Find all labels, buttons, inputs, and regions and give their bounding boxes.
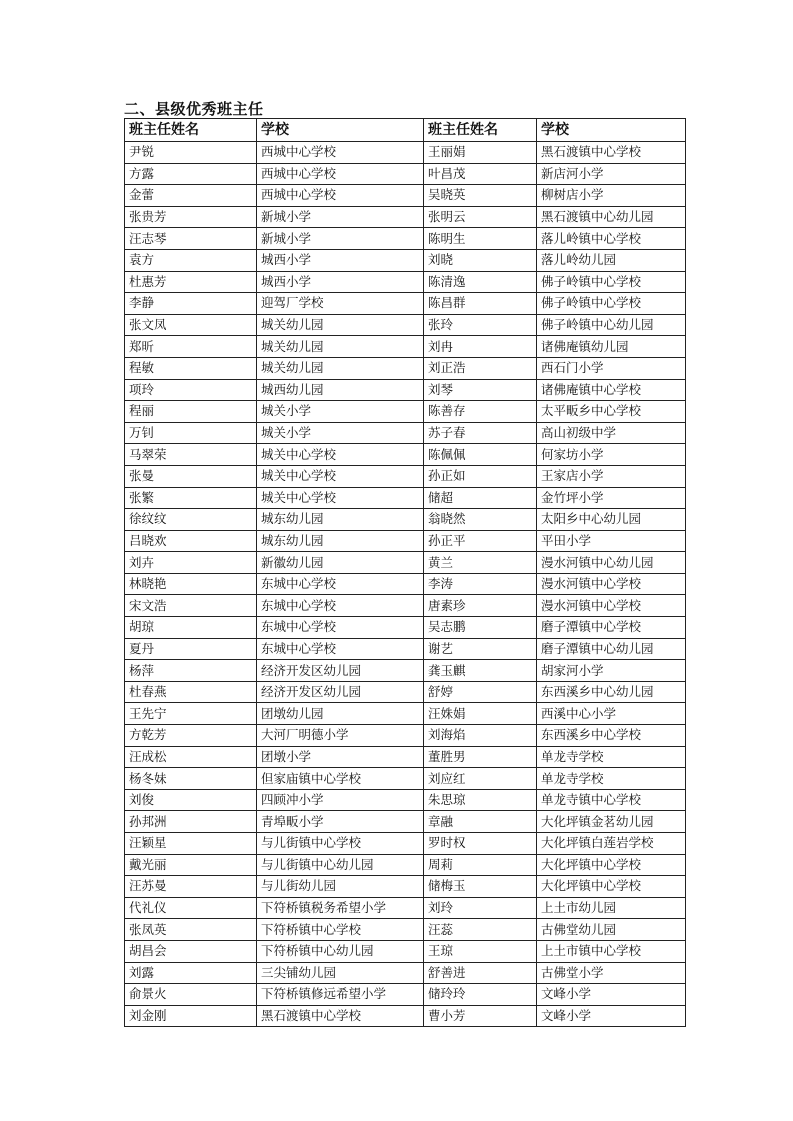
school-left-cell: 迎驾厂学校 — [257, 293, 424, 315]
teacher-name-left-cell: 孙邦洲 — [125, 811, 257, 833]
school-left-cell: 经济开发区幼儿园 — [257, 660, 424, 682]
teacher-name-right-cell: 汪蕊 — [424, 919, 537, 941]
school-right-cell: 诸佛庵镇幼儿园 — [537, 336, 686, 358]
table-row — [125, 595, 686, 617]
table-row — [125, 876, 686, 898]
teacher-name-left-cell: 汪成松 — [125, 746, 257, 768]
teacher-name-right-cell: 张玲 — [424, 314, 537, 336]
school-right-cell: 文峰小学 — [537, 984, 686, 1006]
school-right-cell: 诸佛庵镇中心学校 — [537, 379, 686, 401]
table-row — [125, 185, 686, 207]
school-left-cell: 下符桥镇中心学校 — [257, 919, 424, 941]
school-right-cell: 上土市幼儿园 — [537, 897, 686, 919]
teacher-name-left-cell: 代礼仪 — [125, 897, 257, 919]
teacher-name-left-cell: 金蕾 — [125, 185, 257, 207]
school-right-cell: 上土市镇中心学校 — [537, 940, 686, 962]
section-title: 二、县级优秀班主任 — [124, 100, 264, 118]
table-row — [125, 293, 686, 315]
table-row — [125, 379, 686, 401]
table-row — [125, 314, 686, 336]
school-left-cell: 城关中心学校 — [257, 465, 424, 487]
school-right-cell: 单龙寺镇中心学校 — [537, 789, 686, 811]
school-left-cell: 下符桥镇税务希望小学 — [257, 897, 424, 919]
table-row — [125, 746, 686, 768]
teacher-name-left-cell: 张繁 — [125, 487, 257, 509]
teacher-name-left-cell: 林晓艳 — [125, 573, 257, 595]
school-left-cell: 团墩小学 — [257, 746, 424, 768]
school-right-cell: 东西溪乡中心学校 — [537, 725, 686, 747]
school-right-cell: 文峰小学 — [537, 1005, 686, 1027]
teacher-name-left-cell: 郑昕 — [125, 336, 257, 358]
teacher-name-left-cell: 徐纹纹 — [125, 509, 257, 531]
teacher-name-right-cell: 舒婷 — [424, 681, 537, 703]
teacher-name-right-cell: 孙正如 — [424, 465, 537, 487]
table-row — [125, 357, 686, 379]
school-right-cell: 平田小学 — [537, 530, 686, 552]
school-right-cell: 落儿岭幼儿园 — [537, 249, 686, 271]
table-row — [125, 1005, 686, 1027]
school-right-cell: 磨子潭镇中心学校 — [537, 617, 686, 639]
teacher-name-right-cell: 刘海焰 — [424, 725, 537, 747]
teacher-name-right-cell: 罗时权 — [424, 833, 537, 855]
teacher-name-right-cell: 舒善进 — [424, 962, 537, 984]
school-right-cell: 单龙寺学校 — [537, 768, 686, 790]
school-left-cell: 新徽幼儿园 — [257, 552, 424, 574]
teacher-name-right-cell: 李涛 — [424, 573, 537, 595]
teacher-name-right-cell: 朱思琼 — [424, 789, 537, 811]
school-right-cell: 佛子岭镇中心学校 — [537, 271, 686, 293]
school-right-cell: 何家坊小学 — [537, 444, 686, 466]
teacher-name-right-cell: 王丽娟 — [424, 142, 537, 164]
teacher-name-right-cell: 周莉 — [424, 854, 537, 876]
school-left-cell: 经济开发区幼儿园 — [257, 681, 424, 703]
school-left-cell: 城关中心学校 — [257, 487, 424, 509]
table-row — [125, 660, 686, 682]
school-left-cell: 城西小学 — [257, 271, 424, 293]
teacher-name-left-cell: 汪颖星 — [125, 833, 257, 855]
table-row — [125, 833, 686, 855]
teacher-name-left-cell: 汪苏曼 — [125, 876, 257, 898]
teacher-name-right-cell: 刘正浩 — [424, 357, 537, 379]
school-right-cell: 太阳乡中心幼儿园 — [537, 509, 686, 531]
table-row — [125, 789, 686, 811]
table-row — [125, 509, 686, 531]
school-right-cell: 西石门小学 — [537, 357, 686, 379]
school-left-cell: 城关小学 — [257, 422, 424, 444]
school-right-cell: 古佛堂小学 — [537, 962, 686, 984]
teacher-name-right-cell: 陈明生 — [424, 228, 537, 250]
school-right-cell: 佛子岭镇中心学校 — [537, 293, 686, 315]
school-right-cell: 胡家河小学 — [537, 660, 686, 682]
table-row — [125, 768, 686, 790]
school-left-cell: 团墩幼儿园 — [257, 703, 424, 725]
school-left-cell: 下符桥镇中心幼儿园 — [257, 940, 424, 962]
table-row — [125, 854, 686, 876]
teacher-name-right-cell: 谢艺 — [424, 638, 537, 660]
school-left-cell: 与儿街幼儿园 — [257, 876, 424, 898]
school-left-cell: 与儿街镇中心学校 — [257, 833, 424, 855]
school-left-cell: 下符桥镇修远希望小学 — [257, 984, 424, 1006]
school-left-cell: 西城中心学校 — [257, 185, 424, 207]
school-right-cell: 大化坪镇中心学校 — [537, 876, 686, 898]
table-row — [125, 573, 686, 595]
teacher-name-left-cell: 张文凤 — [125, 314, 257, 336]
teacher-name-right-cell: 刘应红 — [424, 768, 537, 790]
school-left-cell: 城关幼儿园 — [257, 336, 424, 358]
teacher-name-left-cell: 宋文浩 — [125, 595, 257, 617]
teacher-name-left-cell: 杨冬妹 — [125, 768, 257, 790]
school-left-cell: 大河厂明德小学 — [257, 725, 424, 747]
school-right-cell: 漫水河镇中心学校 — [537, 573, 686, 595]
table-row — [125, 487, 686, 509]
school-left-cell: 黑石渡镇中心学校 — [257, 1005, 424, 1027]
teacher-name-right-cell: 陈昌群 — [424, 293, 537, 315]
school-right-cell: 高山初级中学 — [537, 422, 686, 444]
teacher-name-right-cell: 储超 — [424, 487, 537, 509]
teacher-name-left-cell: 万钊 — [125, 422, 257, 444]
school-right-cell: 大化坪镇金茗幼儿园 — [537, 811, 686, 833]
teacher-name-left-cell: 俞景火 — [125, 984, 257, 1006]
teacher-name-left-cell: 王先宁 — [125, 703, 257, 725]
school-left-cell: 三尖铺幼儿园 — [257, 962, 424, 984]
teacher-name-left-cell: 李静 — [125, 293, 257, 315]
school-right-cell: 大化坪镇中心学校 — [537, 854, 686, 876]
header-school-left: 学校 — [257, 119, 424, 142]
teacher-name-left-cell: 程丽 — [125, 401, 257, 423]
table-row — [125, 422, 686, 444]
teacher-name-right-cell: 陈佩佩 — [424, 444, 537, 466]
table-row — [125, 444, 686, 466]
teacher-name-right-cell: 孙正平 — [424, 530, 537, 552]
table-body — [125, 142, 686, 1027]
teacher-name-right-cell: 王琼 — [424, 940, 537, 962]
table-row — [125, 530, 686, 552]
school-left-cell: 城关幼儿园 — [257, 314, 424, 336]
school-right-cell: 漫水河镇中心学校 — [537, 595, 686, 617]
table-row — [125, 811, 686, 833]
teacher-name-left-cell: 胡琼 — [125, 617, 257, 639]
school-left-cell: 四顾冲小学 — [257, 789, 424, 811]
teacher-name-left-cell: 张贵芳 — [125, 206, 257, 228]
school-right-cell: 佛子岭镇中心幼儿园 — [537, 314, 686, 336]
school-left-cell: 东城中心学校 — [257, 595, 424, 617]
teacher-name-left-cell: 刘金刚 — [125, 1005, 257, 1027]
school-left-cell: 但家庙镇中心学校 — [257, 768, 424, 790]
table-row — [125, 897, 686, 919]
school-right-cell: 新店河小学 — [537, 163, 686, 185]
table-row — [125, 465, 686, 487]
teacher-name-right-cell: 章融 — [424, 811, 537, 833]
school-left-cell: 新城小学 — [257, 228, 424, 250]
teacher-name-right-cell: 刘冉 — [424, 336, 537, 358]
school-right-cell: 太平畈乡中心学校 — [537, 401, 686, 423]
school-left-cell: 西城中心学校 — [257, 163, 424, 185]
table-row — [125, 552, 686, 574]
school-left-cell: 城东幼儿园 — [257, 509, 424, 531]
teacher-name-left-cell: 尹锐 — [125, 142, 257, 164]
school-left-cell: 城关中心学校 — [257, 444, 424, 466]
table-row — [125, 940, 686, 962]
table-row — [125, 163, 686, 185]
teacher-name-left-cell: 杜惠芳 — [125, 271, 257, 293]
table-row — [125, 919, 686, 941]
table-row — [125, 336, 686, 358]
table-row — [125, 617, 686, 639]
teacher-name-right-cell: 吴志鹏 — [424, 617, 537, 639]
teacher-name-right-cell: 张明云 — [424, 206, 537, 228]
table-row — [125, 703, 686, 725]
teacher-name-left-cell: 刘卉 — [125, 552, 257, 574]
teacher-name-left-cell: 胡昌会 — [125, 940, 257, 962]
header-teacher-name-right: 班主任姓名 — [424, 119, 537, 142]
school-left-cell: 城东幼儿园 — [257, 530, 424, 552]
teacher-name-right-cell: 黄兰 — [424, 552, 537, 574]
teacher-name-right-cell: 刘玲 — [424, 897, 537, 919]
school-right-cell: 东西溪乡中心幼儿园 — [537, 681, 686, 703]
school-left-cell: 东城中心学校 — [257, 638, 424, 660]
teacher-name-right-cell: 刘晓 — [424, 249, 537, 271]
school-left-cell: 新城小学 — [257, 206, 424, 228]
teacher-name-right-cell: 翁晓然 — [424, 509, 537, 531]
teacher-name-right-cell: 唐素珍 — [424, 595, 537, 617]
teacher-name-left-cell: 戴光丽 — [125, 854, 257, 876]
school-left-cell: 城关幼儿园 — [257, 357, 424, 379]
teacher-name-left-cell: 刘露 — [125, 962, 257, 984]
teacher-name-right-cell: 龚玉麒 — [424, 660, 537, 682]
teacher-name-left-cell: 方露 — [125, 163, 257, 185]
teacher-name-right-cell: 刘琴 — [424, 379, 537, 401]
school-right-cell: 漫水河镇中心幼儿园 — [537, 552, 686, 574]
teacher-name-left-cell: 袁方 — [125, 249, 257, 271]
school-right-cell: 单龙寺学校 — [537, 746, 686, 768]
school-left-cell: 城关小学 — [257, 401, 424, 423]
school-left-cell: 东城中心学校 — [257, 573, 424, 595]
teacher-name-right-cell: 陈清逸 — [424, 271, 537, 293]
teacher-name-left-cell: 马翠荣 — [125, 444, 257, 466]
teacher-name-left-cell: 张凤英 — [125, 919, 257, 941]
table-row — [125, 984, 686, 1006]
school-right-cell: 落儿岭镇中心学校 — [537, 228, 686, 250]
teacher-name-left-cell: 张曼 — [125, 465, 257, 487]
teacher-name-right-cell: 储梅玉 — [424, 876, 537, 898]
table-row — [125, 638, 686, 660]
teacher-name-left-cell: 方乾芳 — [125, 725, 257, 747]
teacher-name-left-cell: 程敏 — [125, 357, 257, 379]
teacher-name-left-cell: 杨萍 — [125, 660, 257, 682]
teacher-name-right-cell: 曹小芳 — [424, 1005, 537, 1027]
table-row — [125, 681, 686, 703]
school-right-cell: 磨子潭镇中心幼儿园 — [537, 638, 686, 660]
teacher-name-left-cell: 汪志琴 — [125, 228, 257, 250]
school-left-cell: 城西幼儿园 — [257, 379, 424, 401]
header-teacher-name-left: 班主任姓名 — [125, 119, 257, 142]
teacher-name-left-cell: 项玲 — [125, 379, 257, 401]
school-right-cell: 黑石渡镇中心幼儿园 — [537, 206, 686, 228]
table-row — [125, 962, 686, 984]
table-row — [125, 271, 686, 293]
school-left-cell: 西城中心学校 — [257, 142, 424, 164]
table-row — [125, 725, 686, 747]
school-right-cell: 大化坪镇白莲岩学校 — [537, 833, 686, 855]
table-row — [125, 142, 686, 164]
school-left-cell: 与儿街镇中心幼儿园 — [257, 854, 424, 876]
school-right-cell: 黑石渡镇中心学校 — [537, 142, 686, 164]
teacher-name-right-cell: 储玲玲 — [424, 984, 537, 1006]
table-header-row — [125, 119, 686, 142]
header-school-right: 学校 — [537, 119, 686, 142]
teacher-name-right-cell: 陈善存 — [424, 401, 537, 423]
table-row — [125, 249, 686, 271]
school-right-cell: 柳树店小学 — [537, 185, 686, 207]
teacher-name-right-cell: 董胜男 — [424, 746, 537, 768]
teacher-name-left-cell: 刘俊 — [125, 789, 257, 811]
teacher-name-right-cell: 叶昌茂 — [424, 163, 537, 185]
table-row — [125, 206, 686, 228]
table-row — [125, 401, 686, 423]
school-right-cell: 西溪中心小学 — [537, 703, 686, 725]
teacher-roster-table — [124, 118, 686, 1027]
school-left-cell: 城西小学 — [257, 249, 424, 271]
teacher-name-left-cell: 夏丹 — [125, 638, 257, 660]
school-left-cell: 青埠畈小学 — [257, 811, 424, 833]
teacher-name-left-cell: 杜春燕 — [125, 681, 257, 703]
teacher-name-right-cell: 汪姝娟 — [424, 703, 537, 725]
teacher-name-right-cell: 吴晓英 — [424, 185, 537, 207]
school-left-cell: 东城中心学校 — [257, 617, 424, 639]
teacher-name-right-cell: 苏子春 — [424, 422, 537, 444]
teacher-name-left-cell: 吕晓欢 — [125, 530, 257, 552]
school-right-cell: 古佛堂幼儿园 — [537, 919, 686, 941]
table-row — [125, 228, 686, 250]
school-right-cell: 金竹坪小学 — [537, 487, 686, 509]
school-right-cell: 王家店小学 — [537, 465, 686, 487]
